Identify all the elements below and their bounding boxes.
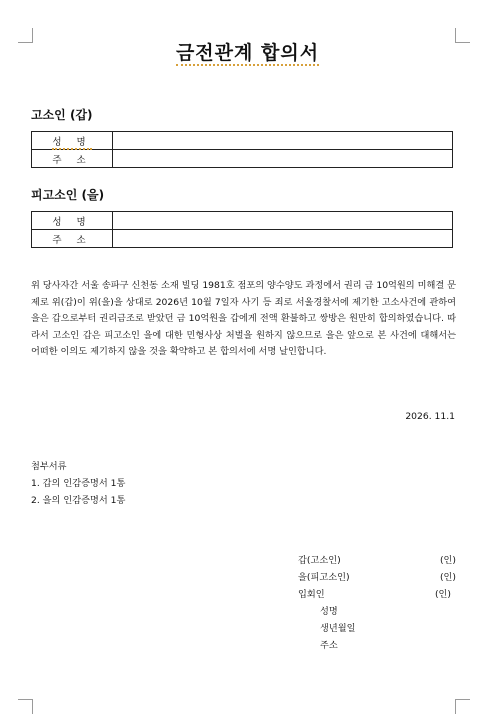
defendant-heading: 피고소인 (을) xyxy=(31,188,105,202)
document-title-text: 금전관계 합의서 xyxy=(175,42,320,64)
document-title xyxy=(0,38,495,65)
party-a-label: 갑(고소인) xyxy=(298,555,341,566)
address-label: 주 소 xyxy=(32,230,113,248)
defendant-name-field[interactable] xyxy=(113,212,453,230)
agreement-date: 2026. 11.1 xyxy=(405,411,455,422)
attachments-list xyxy=(31,475,125,509)
complainant-name-field[interactable] xyxy=(113,132,453,150)
attachments-heading: 첨부서류 xyxy=(31,461,67,472)
party-b-label: 을(피고소인) xyxy=(298,572,350,583)
list-item: 2. 을의 인감증명서 1통 xyxy=(31,495,126,506)
crop-mark-bottom-right xyxy=(455,699,470,714)
signature-party-a xyxy=(298,552,458,569)
defendant-table xyxy=(31,211,453,248)
complainant-heading: 고소인 (갑) xyxy=(31,108,93,122)
seal-mark: (인) xyxy=(439,572,456,583)
table-row xyxy=(32,150,453,168)
signature-party-b xyxy=(298,569,458,586)
witness-label: 입회인 xyxy=(298,589,325,600)
signature-witness xyxy=(298,586,458,603)
crop-mark-bottom-left xyxy=(18,699,33,714)
witness-name-label: 성명 xyxy=(320,606,338,617)
table-row xyxy=(32,132,453,150)
name-label: 성 명 xyxy=(32,132,113,150)
seal-mark: (인) xyxy=(434,589,451,600)
complainant-table xyxy=(31,131,453,168)
address-label: 주 소 xyxy=(32,150,113,168)
witness-address-label: 주소 xyxy=(320,640,338,651)
seal-mark: (인) xyxy=(439,555,456,566)
name-label: 성 명 xyxy=(32,212,113,230)
signature-block xyxy=(298,552,458,654)
complainant-address-field[interactable] xyxy=(113,150,453,168)
agreement-body: 위 당사자간 서울 송파구 신천동 소재 빌딩 1981호 점포의 양수양도 과정에서 권리 금 10억원의 미해결 문제로 위(갑)이 위(을)을 상대로 2026년 10월 7일자 사기 등 죄로 서울경찰서에 제기한 고소사건에 관하여 을은 갑으로부터 권리금조로 받았던 금 10억원을 갑에게 전액 환불하고 쌍방은 원만히 합의하였습니다. 따라서 고소인 갑은 피고소인 을에 대한 민형사상 처벌을 원하지 않으므로 을은 앞으로 본 사건에 대해서는 어떠한 이의도 제기하지 않을 것을 확약하고 본 합의서에 서명 날인합니다. xyxy=(31,280,457,357)
list-item: 1. 갑의 인감증명서 1통 xyxy=(31,478,126,489)
attachments-section xyxy=(31,458,125,509)
table-row xyxy=(32,212,453,230)
defendant-address-field[interactable] xyxy=(113,230,453,248)
witness-birthdate-label: 생년월일 xyxy=(320,623,356,634)
table-row xyxy=(32,230,453,248)
